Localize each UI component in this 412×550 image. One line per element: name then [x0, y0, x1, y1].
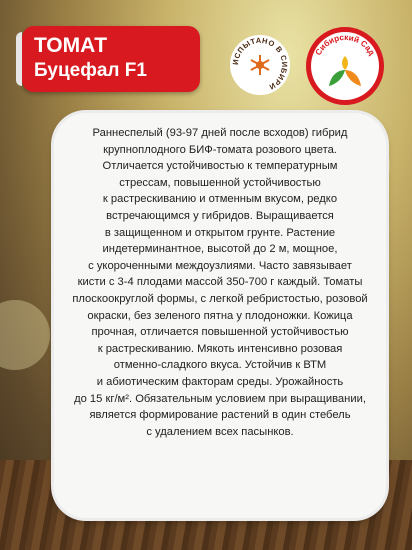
description-line: с удалением всех пасынков. — [146, 425, 294, 438]
sibirsky-sad-logo-icon — [305, 26, 385, 106]
description-line: плоскоокруглой формы, с легкой ребристостью, розовой — [72, 292, 368, 305]
description-card — [54, 113, 386, 518]
background-bokeh — [0, 300, 50, 370]
logo-text: Сибирский Сад — [313, 32, 377, 57]
seal-text: ИСПЫТАНО В СИБИРИ — [230, 35, 290, 92]
description-text — [64, 125, 376, 440]
description-line: к растрескиванию. Мякоть интенсивно розовая — [97, 342, 343, 355]
tested-in-siberia-seal-icon — [229, 34, 291, 96]
description-line: прочная, отличается повышенной устойчивостью — [91, 326, 349, 339]
description-line: с укороченными междоузлиями. Часто завязывает — [88, 259, 352, 272]
description-line: в защищенном и открытом грунте. Растение — [104, 226, 336, 239]
description-line: является формирование растений в один стебель — [89, 409, 351, 422]
description-line: отменно-сладкого вкуса. Устойчив к ВТМ — [113, 359, 327, 372]
description-line: до 15 кг/м². Обязательным условием при выращивании, — [74, 392, 366, 405]
description-line: индетерминантное, высотой до 2 м, мощное, — [102, 243, 338, 256]
product-type: ТОМАТ — [34, 34, 108, 57]
description-line: к растрескиванию и отменным вкусом, редко — [102, 193, 338, 206]
description-line: стрессам, повышенной устойчивостью — [119, 176, 321, 189]
product-name: Буцефал F1 — [34, 60, 147, 81]
description-line: кисти с 3-4 плодами массой 350-700 г каждый. Томаты — [77, 276, 363, 289]
description-line: Раннеспелый (93-97 дней после всходов) гибрид — [92, 127, 348, 139]
description-line: Отличается устойчивостью к температурным — [102, 160, 338, 173]
description-line: окраски, без зеленого пятна у плодоножки. Кожица — [87, 309, 353, 322]
description-line: и абиотическим факторам среды. Урожайность — [96, 375, 344, 388]
description-line: встречающимся у гибридов. Выращивается — [106, 209, 334, 222]
product-title-card — [22, 26, 200, 92]
description-line: крупноплодного БИФ-томата розового цвета. — [103, 143, 337, 156]
